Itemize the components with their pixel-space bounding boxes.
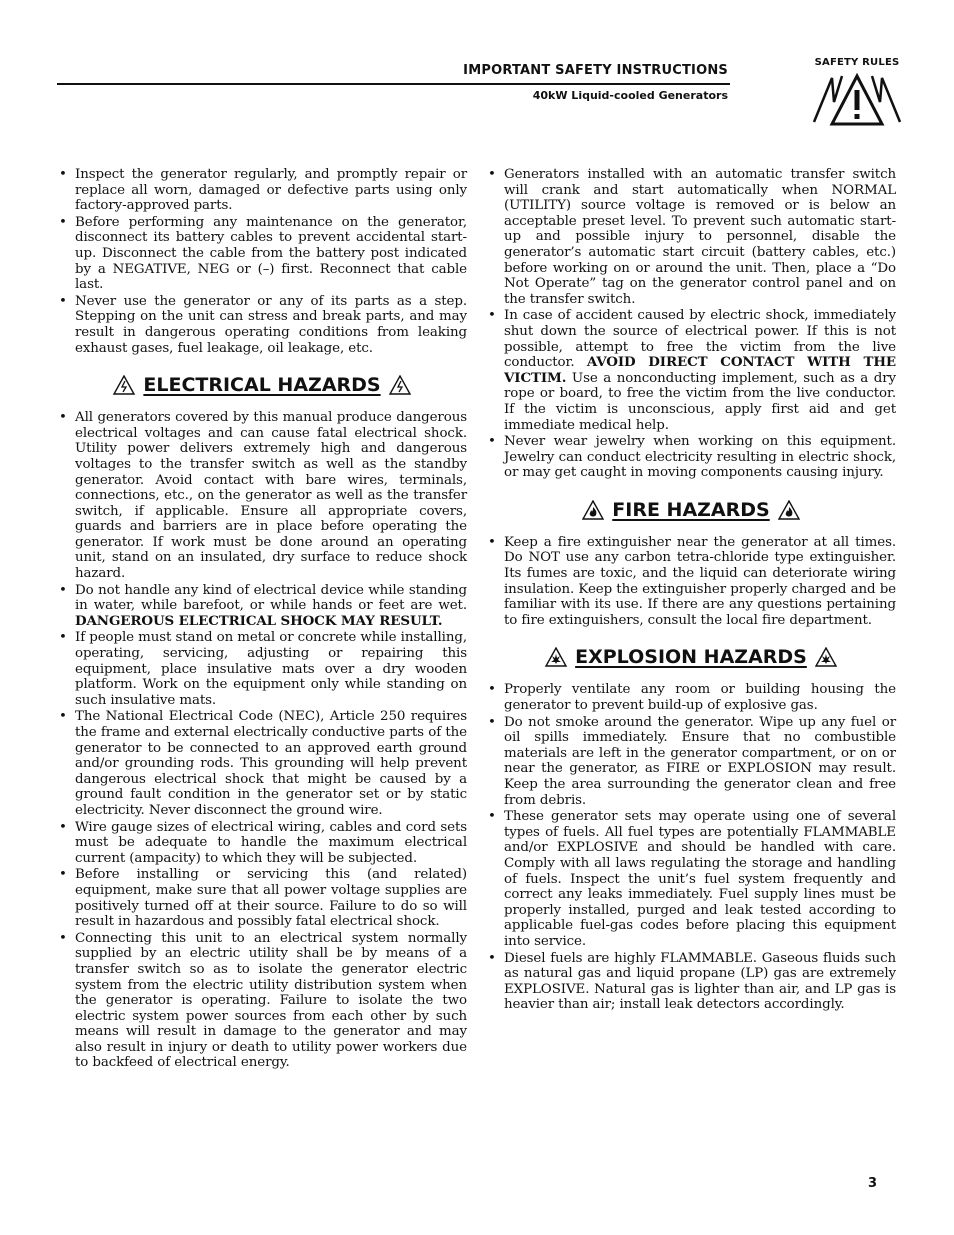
section-title: FIRE HAZARDS bbox=[612, 498, 770, 521]
electrical-warning-icon bbox=[389, 375, 411, 395]
electrical-hazards-heading bbox=[57, 372, 467, 398]
list-item: • Before performing any maintenance on the generator, disconnect its battery cables to prevent accidental start-up. Disconnect the cable from the battery post indicated by a NEGATIVE, NEG or (–) first. Reconnect that cable last. bbox=[59, 214, 467, 293]
explosion-warning-icon bbox=[545, 647, 567, 667]
list-item: • Diesel fuels are highly FLAMMABLE. Gaseous fluids such as natural gas and liquid propane (LP) gas are extremely EXPLOSIVE. Natural gas is lighter than air, and LP gas is heavier than air; install leak detectors accordingly. bbox=[488, 950, 896, 1013]
shock-warning-icon bbox=[812, 70, 902, 128]
list-item: • Do not smoke around the generator. Wipe up any fuel or oil spills immediately. Ensure that no combustible materials are left in the generator compartment, or on or near the generator, as FIRE or EXPLOSION may result. Keep the area surrounding the generator clean and free from debris. bbox=[488, 714, 896, 808]
fire-hazards-heading bbox=[486, 497, 896, 523]
fire-warning-icon bbox=[582, 500, 604, 520]
left-intro-list bbox=[57, 167, 467, 356]
list-item: • Inspect the generator regularly, and promptly repair or replace all worn, damaged or defective parts using only factory-approved parts. bbox=[59, 167, 467, 214]
list-item: • Do not handle any kind of electrical device while standing in water, while barefoot, or while hands or feet are wet. DANGEROUS ELECTRICAL SHOCK MAY RESULT. bbox=[59, 582, 467, 629]
list-item: • Never wear jewelry when working on this equipment. Jewelry can conduct electricity resulting in electric shock, or may get caught in moving components causing injury. bbox=[488, 434, 896, 481]
section-title: ELECTRICAL HAZARDS bbox=[143, 374, 381, 397]
fire-hazards-list bbox=[486, 535, 896, 629]
list-item: • Properly ventilate any room or building housing the generator to prevent build-up of explosive gas. bbox=[488, 682, 896, 714]
right-intro-list bbox=[486, 167, 896, 481]
header-subtitle: 40kW Liquid-cooled Generators bbox=[532, 89, 728, 102]
section-title: EXPLOSION HAZARDS bbox=[575, 646, 807, 669]
list-item: • In case of accident caused by electric shock, immediately shut down the source of electrical power. If this is not possible, attempt to free the victim from the live conductor. AVOID DIRECT CONTACT WITH THE VICTIM. Use a nonconducting implement, such as a dry rope or board, to free the victim from the live conductor. If the victim is unconscious, apply first aid and get immediate medical help. bbox=[488, 308, 896, 433]
electrical-warning-icon bbox=[113, 375, 135, 395]
left-column bbox=[57, 167, 467, 1072]
header-rule bbox=[57, 83, 730, 85]
explosion-warning-icon bbox=[815, 647, 837, 667]
list-item: • Generators installed with an automatic transfer switch will crank and start automatically when NORMAL (UTILITY) source voltage is removed or is below an acceptable preset level. To prevent such automatic start-up and possible injury to personnel, disable the generator’s automatic start circuit (battery cables, etc.) before working on or around the unit. Then, place a “Do Not Operate” tag on the generator control panel and on the transfer switch. bbox=[488, 167, 896, 307]
right-column bbox=[486, 167, 896, 1014]
list-item: • Wire gauge sizes of electrical wiring, cables and cord sets must be adequate to handle the maximum electrical current (ampacity) to which they will be subjected. bbox=[59, 819, 467, 866]
list-item: • Connecting this unit to an electrical system normally supplied by an electric utility shall be by means of a transfer switch so as to isolate the generator electric system from the electric utility distribution system when the generator is operating. Failure to isolate the two electric system power sources from each other by such means will result in damage to the generator and may also result in injury or death to utility power workers due to backfeed of electrical energy. bbox=[59, 930, 467, 1071]
fire-warning-icon bbox=[778, 500, 800, 520]
list-item: • Never use the generator or any of its parts as a step. Stepping on the unit can stress and break parts, and may result in dangerous operating conditions from leaking exhaust gases, fuel leakage, oil leakage, etc. bbox=[59, 293, 467, 356]
list-item: • Before installing or servicing this (and related) equipment, make sure that all power voltage supplies are positively turned off at their source. Failure to do so will result in hazardous and possibly fatal electrical shock. bbox=[59, 867, 467, 930]
header-title: IMPORTANT SAFETY INSTRUCTIONS bbox=[463, 63, 728, 78]
safety-rules-label: SAFETY RULES bbox=[814, 57, 900, 68]
list-item: • Keep a fire extinguisher near the generator at all times. Do NOT use any carbon tetra-chloride type extinguisher. Its fumes are toxic, and the liquid can deteriorate wiring insulation. Keep the extinguisher properly charged and be familiar with its use. If there are any questions pertaining to fire extinguishers, consult the local fire department. bbox=[488, 534, 896, 628]
explosion-hazards-list bbox=[486, 682, 896, 1012]
list-item: • All generators covered by this manual produce dangerous electrical voltages and can cause fatal electrical shock. Utility power delivers extremely high and dangerous voltages to the transfer switch as well as the standby generator. Avoid contact with bare wires, terminals, connections, etc., on the generator as well as the transfer switch, if applicable. Ensure all appropriate covers, guards and barriers are in place before operating the generator. If work must be done around an operating unit, stand on an insulated, dry surface to reduce shock hazard. bbox=[59, 410, 467, 582]
list-item: • These generator sets may operate using one of several types of fuels. All fuel types are potentially FLAMMABLE and/or EXPLOSIVE and should be handled with care. Comply with all laws regulating the storage and handling of fuels. Inspect the unit’s fuel system frequently and correct any leaks immediately. Fuel supply lines must be properly installed, purged and leak tested according to applicable fuel-gas codes before placing this equipment into service. bbox=[488, 809, 896, 949]
list-item: • The National Electrical Code (NEC), Article 250 requires the frame and external electrically conductive parts of the generator to be connected to an approved earth ground and/or grounding rods. This grounding will help prevent dangerous electrical shock that might be caused by a ground fault condition in the generator set or by static electricity. Never disconnect the ground wire. bbox=[59, 709, 467, 818]
electrical-hazards-list bbox=[57, 410, 467, 1071]
page-number: 3 bbox=[868, 1176, 878, 1191]
explosion-hazards-heading bbox=[486, 644, 896, 670]
list-item: • If people must stand on metal or concrete while installing, operating, servicing, adjusting or repairing this equipment, place insulative mats over a dry wooden platform. Work on the equipment only while standing on such insulative mats. bbox=[59, 630, 467, 708]
